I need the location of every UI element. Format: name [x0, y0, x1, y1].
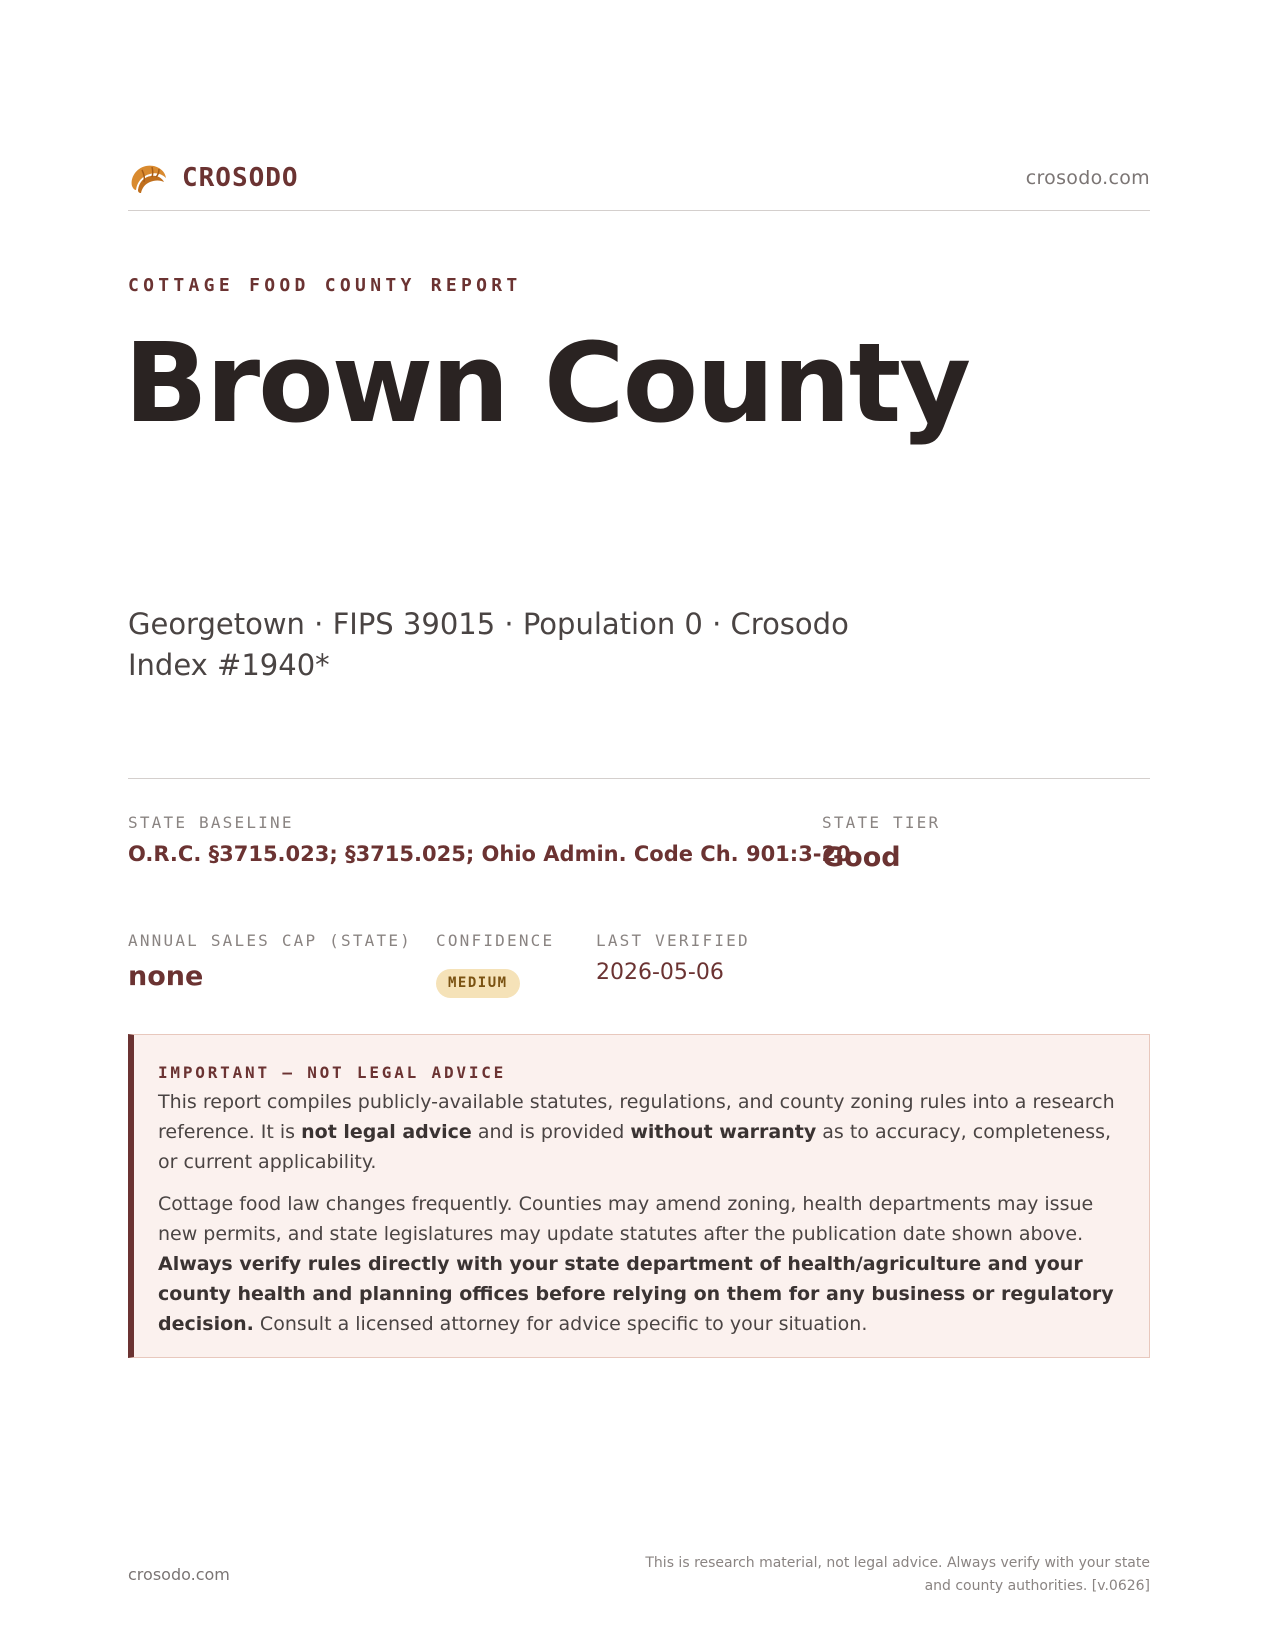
state-baseline-label: STATE BASELINE — [128, 813, 294, 832]
state-baseline-value: O.R.C. §3715.023; §3715.025; Ohio Admin. Code Ch. 901:3-20 — [128, 842, 851, 866]
confidence-label: CONFIDENCE — [436, 931, 555, 950]
brand[interactable] — [128, 160, 299, 196]
header-url-link[interactable]: crosodo.com — [1025, 167, 1150, 189]
state-tier-value: Good — [822, 842, 901, 873]
footer-disclaimer: This is research material, not legal advice. Always verify with your state and county authorities. [v.0626] — [645, 1555, 1150, 1594]
report-eyebrow: COTTAGE FOOD COUNTY REPORT — [128, 275, 522, 296]
sales-cap-label: ANNUAL SALES CAP (STATE) — [128, 931, 412, 950]
last-verified-value: 2026-05-06 — [596, 960, 724, 985]
state-tier-label: STATE TIER — [822, 813, 941, 832]
brand-name: CROSODO — [182, 163, 299, 193]
notice-paragraph: This report compiles publicly-available statutes, regulations, and county zoning rules into a research reference. It is not legal advice and is provided without warranty as to accuracy, completeness, or current applicability. — [158, 1091, 1115, 1173]
notice-emphasis: not legal advice — [301, 1121, 472, 1143]
confidence-badge: MEDIUM — [436, 969, 520, 998]
page-subtitle: Georgetown · FIPS 39015 · Population 0 · Crosodo Index #1940* — [128, 607, 849, 682]
footer-url-link[interactable]: crosodo.com — [128, 1565, 230, 1584]
last-verified-label: LAST VERIFIED — [596, 931, 750, 950]
report-page — [124, 0, 1150, 1650]
page-title: Brown County — [124, 319, 970, 447]
page-header — [128, 158, 1150, 211]
notice-emphasis: Always verify rules directly with your state department of health/agriculture and your county health and planning offices before relying on them for any business or regulatory decision. — [158, 1253, 1114, 1335]
croissant-icon — [128, 160, 170, 196]
legal-notice — [128, 1034, 1150, 1358]
notice-emphasis: without warranty — [630, 1121, 817, 1143]
notice-paragraph: Cottage food law changes frequently. Counties may amend zoning, health departments may issue new permits, and state legislatures may update statutes after the publication date shown above. Always verify rules directly with your state department of health/agriculture and your county health and planning offices before relying on them for any business or regulatory decision. Consult a licensed attorney for advice specific to your situation. — [158, 1193, 1114, 1335]
section-divider — [128, 778, 1150, 779]
notice-title: IMPORTANT — NOT LEGAL ADVICE — [158, 1063, 507, 1082]
sales-cap-value: none — [128, 961, 204, 992]
